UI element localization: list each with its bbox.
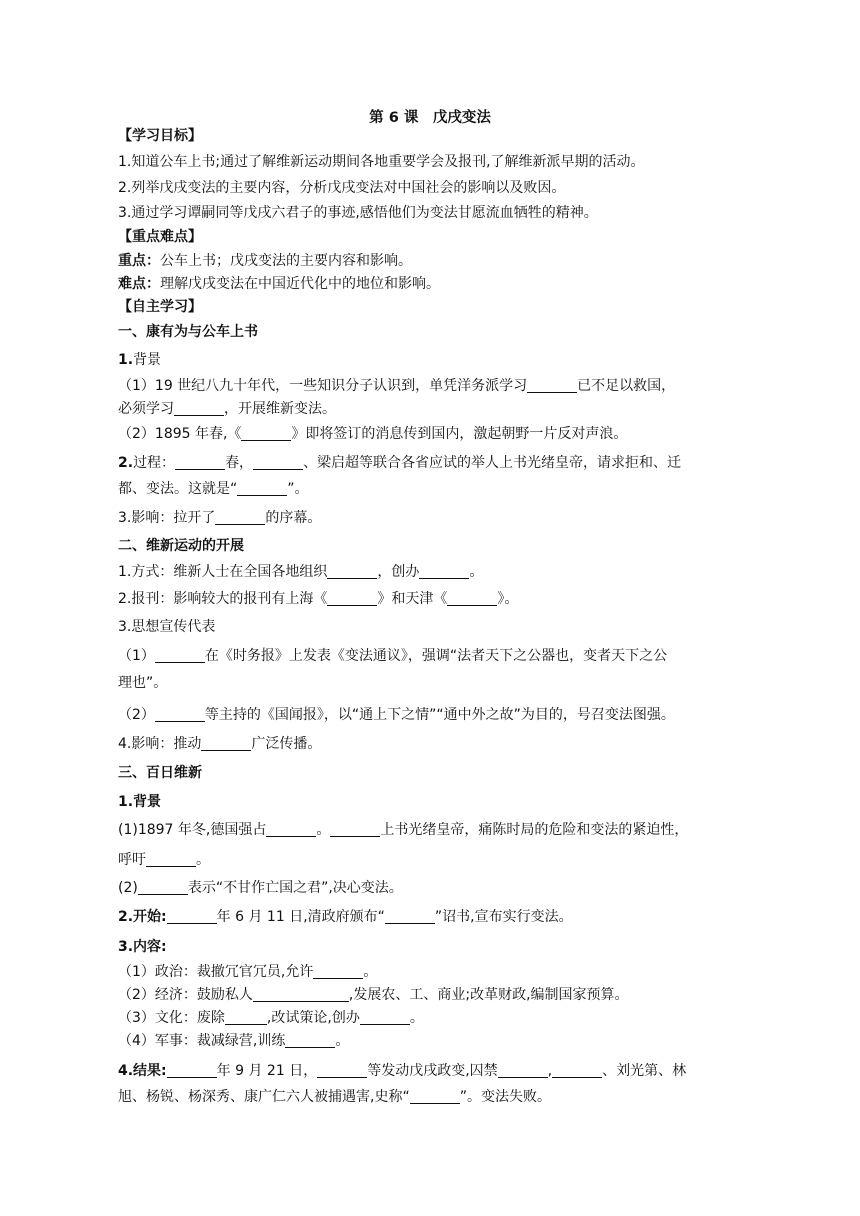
answer-blank[interactable] <box>447 591 497 606</box>
answer-blank[interactable] <box>327 591 377 606</box>
text-segment: （3）文化：废除 <box>118 1010 225 1026</box>
text-segment: 年 6 月 11 日,清政府颁布“ <box>216 909 385 925</box>
text-segment: （1） <box>118 648 155 664</box>
text-segment: 。 <box>469 564 484 580</box>
answer-blank[interactable] <box>498 1063 548 1078</box>
part1-bg-number: 1. <box>118 352 134 368</box>
text-segment: 等发动戊戌政变,囚禁 <box>367 1063 498 1079</box>
text-segment: 3.影响：拉开了 <box>118 510 216 526</box>
text-segment: 。 <box>335 1033 350 1049</box>
part1-bg1-cont <box>118 399 754 419</box>
answer-blank[interactable] <box>167 909 217 924</box>
text-segment: 上书光绪皇帝，痛陈时局的危险和变法的紧迫性， <box>380 822 689 838</box>
result-label: 4.结果: <box>118 1063 167 1079</box>
answer-blank[interactable] <box>552 1063 602 1078</box>
text-segment: 表示“不甘作亡国之君”,决心变法。 <box>187 880 403 896</box>
text-segment: 。 <box>196 852 210 868</box>
keypoints-heading: 【重点难点】 <box>118 229 202 245</box>
self-study-heading: 【自主学习】 <box>118 299 202 315</box>
answer-blank[interactable] <box>313 964 363 979</box>
text-segment: 的序幕。 <box>265 510 322 526</box>
answer-blank[interactable] <box>327 564 377 579</box>
answer-blank[interactable] <box>253 455 303 470</box>
page-title: 第 6 课 戊戌变法 <box>369 110 491 126</box>
part3-c3 <box>118 1008 754 1028</box>
part1-bg1 <box>118 376 754 396</box>
answer-blank[interactable] <box>419 564 469 579</box>
part1-process-cont <box>118 479 754 499</box>
goal-2: 2.列举戊戌变法的主要内容，分析戊戌变法对中国社会的影响以及败因。 <box>118 180 566 196</box>
part2-heading: 二、维新运动的开展 <box>118 538 244 554</box>
part3-result <box>118 1061 754 1081</box>
process-number: 2. <box>118 455 134 471</box>
part3-heading: 三、百日维新 <box>118 765 202 781</box>
part2-t1 <box>118 646 754 666</box>
text-segment: 旭、杨锐、杨深秀、康广仁六人被捕遇害,史称“ <box>118 1089 410 1105</box>
text-segment: , <box>547 1063 553 1079</box>
part3-background: 1.背景 <box>118 794 162 810</box>
text-segment: ,改试策论,创办 <box>266 1010 360 1026</box>
answer-blank[interactable] <box>330 822 380 837</box>
answer-blank[interactable] <box>225 1010 267 1025</box>
answer-blank[interactable] <box>385 909 435 924</box>
answer-blank[interactable] <box>155 648 205 663</box>
text-segment: 、刘光第、林 <box>602 1063 687 1079</box>
text-segment: (2) <box>118 880 138 896</box>
key-point <box>118 251 754 271</box>
answer-blank[interactable] <box>146 852 196 867</box>
key-label: 重点： <box>118 253 160 269</box>
text-segment: 4.影响：推动 <box>118 736 202 752</box>
goal-1: 1.知道公车上书;通过了解维新运动期间各地重要学会及报刊,了解维新派早期的活动。 <box>118 154 645 170</box>
text-segment: ，创办 <box>377 564 420 580</box>
part2-way <box>118 562 754 582</box>
answer-blank[interactable] <box>317 1063 367 1078</box>
answer-blank[interactable] <box>174 401 224 416</box>
text-segment: （2）经济：鼓励私人 <box>118 987 253 1003</box>
answer-blank[interactable] <box>266 822 316 837</box>
text-segment: 年 9 月 21 日， <box>216 1063 318 1079</box>
text-segment: （1）政治：裁撤冗官冗员,允许 <box>118 964 314 980</box>
hard-point <box>118 274 754 294</box>
answer-blank[interactable] <box>138 880 188 895</box>
answer-blank[interactable] <box>285 1033 335 1048</box>
text-segment: 。 <box>363 964 378 980</box>
answer-blank[interactable] <box>253 987 349 1002</box>
answer-blank[interactable] <box>215 510 265 525</box>
part3-content: 3.内容: <box>118 939 167 955</box>
text-segment: ”诏书,宣布实行变法。 <box>434 909 573 925</box>
hard-text: 理解戊戌变法在中国近代化中的地位和影响。 <box>160 276 440 292</box>
key-text: 公车上书；戊戌变法的主要内容和影响。 <box>160 253 412 269</box>
answer-blank[interactable] <box>527 378 577 393</box>
goals-heading: 【学习目标】 <box>118 128 202 144</box>
text-segment: （2）1895 年春,《 <box>118 426 242 442</box>
text-segment: 等主持的《国闻报》，以“通上下之情”“通中外之故”为目的，号召变法图强。 <box>204 707 675 723</box>
part3-c4 <box>118 1031 754 1051</box>
part2-t1-cont: 理也”。 <box>118 675 168 691</box>
text-segment: 。 <box>316 822 331 838</box>
part1-background <box>118 350 754 370</box>
text-segment: 春， <box>225 455 254 471</box>
answer-blank[interactable] <box>175 455 225 470</box>
text-segment: 呼吁 <box>118 852 146 868</box>
text-segment: 、梁启超等联合各省应试的举人上书光绪皇帝，请求拒和、迁 <box>303 455 682 471</box>
text-segment: 在《时务报》上发表《变法通议》，强调“法者天下之公器也，变者天下之公 <box>204 648 668 664</box>
part3-bg1 <box>118 820 754 840</box>
text-segment: ,发展农、工、商业;改革财政,编制国家预算。 <box>348 987 629 1003</box>
part3-c2 <box>118 985 754 1005</box>
goal-3: 3.通过学习谭嗣同等戊戌六君子的事迹,感悟他们为变法甘愿流血牺牲的精神。 <box>118 205 598 221</box>
text-segment: 已不足以救国， <box>577 378 676 394</box>
text-segment: （4）军事：裁减绿营,训练 <box>118 1033 286 1049</box>
part2-influence <box>118 734 754 754</box>
text-segment: (1)1897 年冬,德国强占 <box>118 822 267 838</box>
text-segment: 》即将签订的消息传到国内，激起朝野一片反对声浪。 <box>291 426 628 442</box>
answer-blank[interactable] <box>237 481 287 496</box>
text-segment: 。 <box>409 1010 424 1026</box>
text-segment: 广泛传播。 <box>251 736 322 752</box>
text-segment: 1.方式：维新人士在全国各地组织 <box>118 564 328 580</box>
text-segment: 2.报刊：影响较大的报刊有上海《 <box>118 591 328 607</box>
text-segment: ，开展维新变法。 <box>224 401 336 417</box>
part3-c1 <box>118 962 754 982</box>
part1-bg-label: 背景 <box>133 352 162 368</box>
part1-heading: 一、康有为与公车上书 <box>118 324 258 340</box>
start-label: 2.开始: <box>118 909 167 925</box>
answer-blank[interactable] <box>167 1063 217 1078</box>
part3-start <box>118 907 754 927</box>
text-segment: 必须学习 <box>118 401 174 417</box>
text-segment: 都、变法。这就是“ <box>118 481 238 497</box>
answer-blank[interactable] <box>410 1089 460 1104</box>
text-segment: ”。 <box>287 481 309 497</box>
part3-result-cont <box>118 1087 754 1107</box>
text-segment: （2） <box>118 707 155 723</box>
answer-blank[interactable] <box>241 426 291 441</box>
text-segment: （1）19 世纪八九十年代，一些知识分子认识到，单凭洋务派学习 <box>118 378 528 394</box>
answer-blank[interactable] <box>360 1010 410 1025</box>
part2-papers <box>118 589 754 609</box>
text-segment: 》。 <box>497 591 519 607</box>
part2-t2 <box>118 705 754 725</box>
text-segment: ”。变法失败。 <box>459 1089 551 1105</box>
part3-bg1-cont <box>118 850 754 870</box>
answer-blank[interactable] <box>155 707 205 722</box>
part1-bg2 <box>118 424 754 444</box>
part1-effect <box>118 508 754 528</box>
text-segment: 》和天津《 <box>377 591 448 607</box>
part1-process <box>118 453 754 473</box>
part2-thought: 3.思想宣传代表 <box>118 619 216 635</box>
part3-bg2 <box>118 878 754 898</box>
text-segment: 过程： <box>133 455 176 471</box>
answer-blank[interactable] <box>201 736 251 751</box>
hard-label: 难点： <box>118 276 160 292</box>
